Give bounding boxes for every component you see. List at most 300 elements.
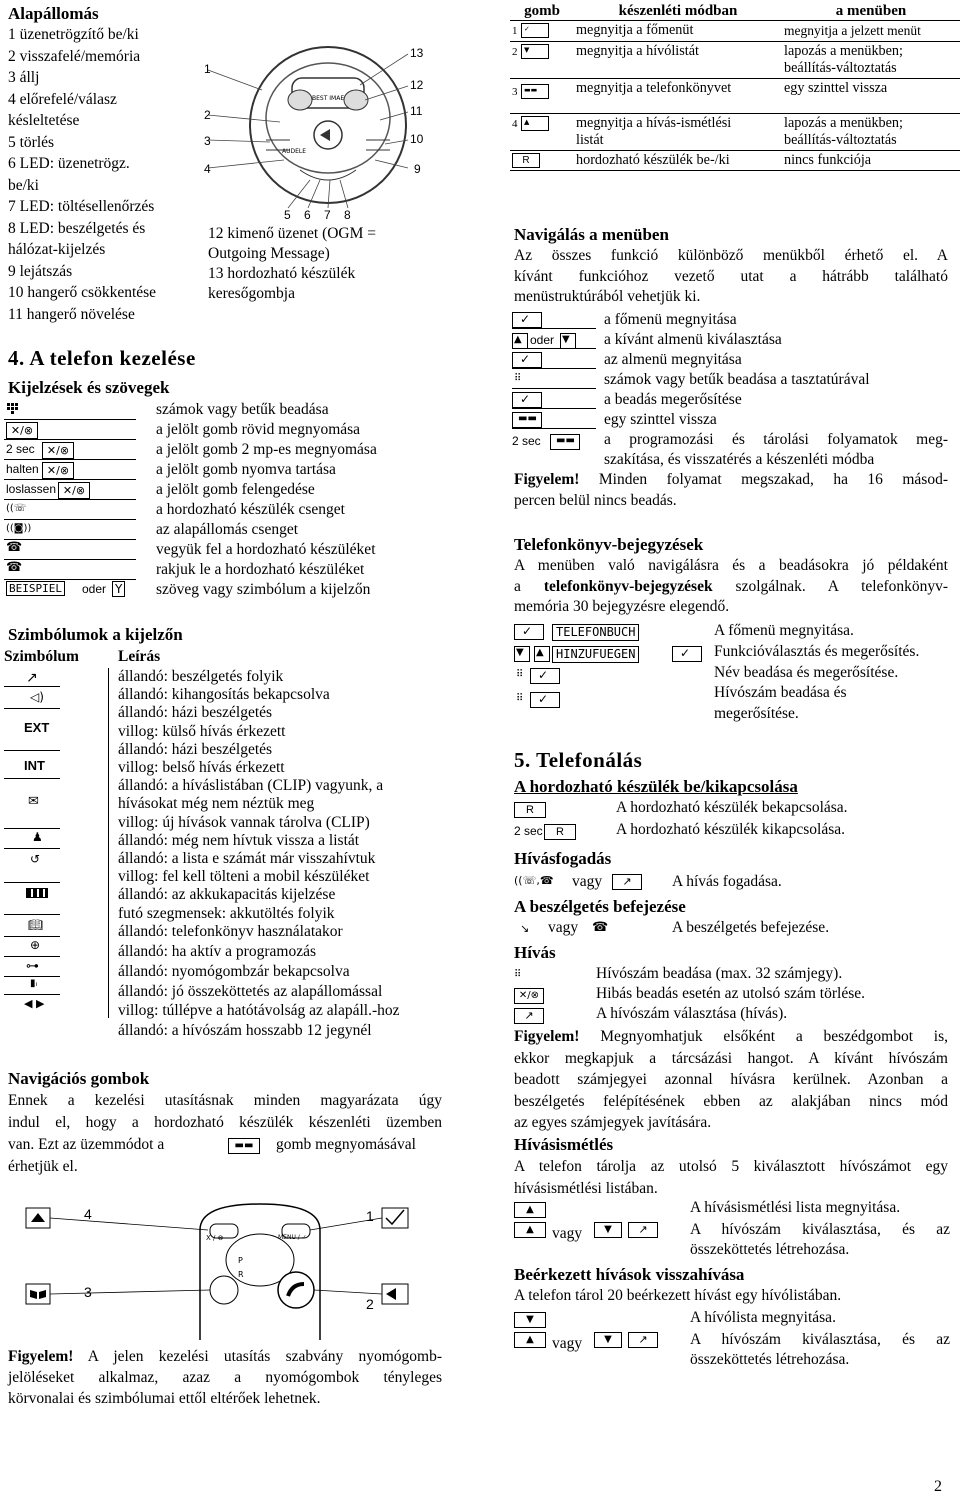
ringing-or-offhook-icon: ((☏,☎ bbox=[514, 874, 554, 887]
menu-ok-key-icon: ✓ bbox=[521, 23, 549, 38]
talk-key-icon: ↗ bbox=[628, 1332, 658, 1348]
talk-key-icon: ↗ bbox=[628, 1222, 658, 1238]
paragraph-line bbox=[514, 469, 948, 490]
callout-number: 7 bbox=[324, 208, 331, 222]
callout-number: 8 bbox=[344, 208, 351, 222]
base-station-title: Alapállomás bbox=[8, 4, 99, 23]
down-key-icon: ▼ bbox=[521, 44, 549, 59]
step-text: Hívószám beadása és bbox=[714, 684, 847, 702]
display-text-example: BEISPIEL bbox=[6, 581, 65, 596]
table-header-row bbox=[510, 3, 960, 21]
divider bbox=[512, 368, 596, 369]
legend-item: 11 hangerő növelése bbox=[8, 305, 135, 323]
envelope-icon: ✉ bbox=[28, 794, 39, 809]
legend-item: 1 üzenetrögzítő be/ki bbox=[8, 26, 139, 43]
legend-item: be/ki bbox=[8, 176, 39, 194]
paragraph-fragment: gomb megnyomásával bbox=[276, 1136, 416, 1153]
divider bbox=[4, 956, 60, 957]
warning-label: Figyelem! bbox=[8, 1348, 74, 1365]
symbol-desc: állandó: beszélgetés folyik bbox=[118, 668, 284, 685]
key-cell bbox=[510, 79, 574, 114]
symbol-descriptions bbox=[118, 668, 399, 1040]
cell-line: lapozás a menükben; bbox=[784, 43, 903, 59]
section-5-title: 5. Telefonálás bbox=[514, 748, 643, 772]
divider bbox=[4, 882, 60, 883]
step-text: a kívánt almenü kiválasztása bbox=[604, 331, 782, 348]
table-cell bbox=[782, 42, 960, 79]
antenna-icon: Y bbox=[112, 581, 125, 597]
menu-nav-warning bbox=[514, 469, 948, 511]
legend-item: 7 LED: töltésellenőrzés bbox=[8, 198, 155, 215]
paragraph-line: kívánt funkcióhoz vezető utat a hátrább található bbox=[514, 267, 948, 285]
menu-nav-intro bbox=[514, 246, 948, 308]
base-station-illustration bbox=[200, 40, 440, 225]
legend-item: 12 kimenő üzenet (OGM = bbox=[208, 225, 377, 242]
table-row bbox=[510, 79, 960, 114]
key-hold-label: 2 sec bbox=[6, 442, 35, 456]
clear-key-icon: ✕/⊗ bbox=[42, 442, 74, 459]
callout-number: 4 bbox=[204, 162, 211, 176]
table-header: gomb bbox=[510, 3, 574, 21]
legend-item: 13 hordozható készülék bbox=[208, 265, 356, 282]
divider bbox=[4, 828, 60, 829]
cell-line: beállítás-változtatás bbox=[784, 132, 897, 148]
step-text: Funkcióválasztás és megerősítés. bbox=[714, 642, 920, 660]
paragraph-line: menüstruktúrából vehetjük ki. bbox=[514, 288, 701, 305]
divider bbox=[512, 388, 596, 389]
callout-number: 2 bbox=[204, 108, 211, 122]
up-arrow-icon: ▲ bbox=[536, 647, 544, 658]
paragraph-line: az egyes számjegyek javítására. bbox=[514, 1114, 712, 1131]
table-header: készenléti módban bbox=[574, 3, 782, 21]
down-key-icon: ▼ bbox=[514, 1312, 546, 1328]
down-key-icon: ▼ bbox=[594, 1332, 622, 1348]
paragraph-fragment: Megnyomhatjuk elsőként a beszédgombot is, bbox=[600, 1028, 948, 1045]
speaker-icon: ◁) bbox=[30, 690, 44, 704]
callout-number: 12 bbox=[410, 78, 424, 92]
table-row bbox=[510, 114, 960, 151]
paragraph-line bbox=[8, 1346, 442, 1367]
divider bbox=[512, 428, 596, 429]
paragraph-line: jelöléseket alkalmaz, azaz a nyomógombok tényleges bbox=[8, 1369, 442, 1386]
end-call-heading: A beszélgetés befejezése bbox=[514, 897, 686, 916]
device-label: P bbox=[238, 1256, 243, 1265]
r-key-icon: R bbox=[512, 153, 540, 168]
paragraph-line bbox=[514, 577, 948, 598]
table-cell bbox=[574, 114, 782, 151]
clear-key-icon: ✕/⊗ bbox=[6, 422, 38, 439]
indicator-desc: a jelölt gomb rövid megnyomása bbox=[156, 421, 361, 438]
legend-item: 2 visszafelé/memória bbox=[8, 47, 141, 65]
divider bbox=[4, 579, 136, 580]
missed-calls-text: A telefon tárol 20 beérkezett hívást egy hívólistában. bbox=[514, 1287, 842, 1304]
receive-call-heading: Hívásfogadás bbox=[514, 849, 612, 868]
symbol-desc: állandó: ha aktív a programozás bbox=[118, 943, 316, 961]
down-key-icon: ▼ bbox=[594, 1222, 622, 1238]
paragraph-line: ekkor megkapjuk a tárcsázási hangot. A kívánt hívószám bbox=[514, 1049, 948, 1067]
divider bbox=[4, 439, 136, 440]
step-text: a programozási és tárolási folyamatok meg- bbox=[604, 431, 948, 448]
legend-item: 5 törlés bbox=[8, 133, 55, 151]
key-number: 2 bbox=[512, 46, 518, 58]
device-label: MENU / ✓ bbox=[278, 1234, 307, 1241]
key-cell bbox=[510, 21, 574, 42]
legend-item: keresőgombja bbox=[208, 285, 295, 302]
checkmark-icon: ✓ bbox=[680, 646, 691, 660]
divider bbox=[4, 539, 136, 540]
or-label: oder bbox=[82, 582, 107, 596]
device-label: AUDELE bbox=[282, 148, 307, 155]
ext-symbol: EXT bbox=[24, 720, 50, 735]
paragraph-line: hívásismétlési listában. bbox=[514, 1179, 658, 1197]
paragraph-line: beadott számjegyei azonnal hívásra kerülnek. Azonban a bbox=[514, 1071, 948, 1088]
table-row bbox=[510, 21, 960, 42]
checkmark-icon: ✓ bbox=[520, 352, 531, 366]
nav-keys-heading: Navigációs gombok bbox=[8, 1069, 150, 1088]
paragraph-fragment: A jelen kezelési utasítás szabvány nyomógomb- bbox=[87, 1348, 442, 1365]
person-icon: ♟ bbox=[32, 830, 43, 844]
warning-label: Figyelem! bbox=[514, 1028, 580, 1045]
paragraph-line: A telefon tárolja az utolsó 5 kiválasztott hívószámot egy bbox=[514, 1158, 948, 1175]
step-text: szakítása, és visszatérés a készenléti módba bbox=[604, 451, 875, 468]
paragraph-line: A menüben való navigálásra és a beadásokra jó példaként bbox=[514, 557, 948, 574]
up-key-icon: ▲ bbox=[521, 116, 549, 131]
call-active-icon: ↗ bbox=[26, 670, 38, 686]
indicator-desc: rakjuk le a hordozható készüléket bbox=[156, 561, 365, 578]
indicator-desc: a jelölt gomb nyomva tartása bbox=[156, 461, 336, 478]
divider bbox=[4, 519, 136, 520]
keypad-icon: ⠿ bbox=[514, 373, 522, 384]
step-text: Név beadása és megerősítése. bbox=[714, 663, 899, 681]
step-text: A főmenü megnyitása. bbox=[714, 622, 854, 639]
step-text: a főmenü megnyitása bbox=[604, 311, 737, 328]
end-key-icon: ↘ bbox=[520, 922, 530, 935]
symbol-desc: állandó: még nem hívtuk vissza a listát bbox=[118, 831, 360, 849]
indicator-desc: vegyük fel a hordozható készüléket bbox=[156, 541, 376, 558]
checkmark-icon: ✓ bbox=[538, 668, 549, 682]
callout-number: 2 bbox=[366, 1296, 374, 1312]
symbol-desc: villog: belső hívás érkezett bbox=[118, 759, 285, 777]
paragraph-line: érhetjük el. bbox=[8, 1158, 78, 1175]
handset-nav-illustration bbox=[20, 1200, 420, 1340]
callout-number: 9 bbox=[414, 162, 421, 176]
r-key-icon: R bbox=[544, 824, 576, 840]
legend-item: késleltetése bbox=[8, 112, 80, 129]
key-hold-label: halten bbox=[6, 462, 39, 476]
device-label: BEST IMAE bbox=[312, 95, 345, 102]
paragraph-line bbox=[8, 1134, 442, 1156]
missed-calls-heading: Beérkezett hívások visszahívása bbox=[514, 1265, 745, 1284]
paragraph-line: körvonalai és szimbólumai ettől eltérőek lehetnek. bbox=[8, 1390, 321, 1407]
divider bbox=[4, 914, 60, 915]
step-text: összeköttetés létrehozása. bbox=[690, 1351, 850, 1368]
signal-icon: ▮ᵢ bbox=[30, 978, 38, 989]
symbol-desc: villog: külső hívás érkezett bbox=[118, 722, 286, 740]
divider bbox=[4, 936, 60, 937]
programming-icon: ⊕ bbox=[30, 938, 41, 952]
symbol-desc: futó szegmensek: akkutöltés folyik bbox=[118, 904, 335, 922]
on-hook-icon: ☎ bbox=[592, 920, 609, 935]
divider bbox=[4, 848, 60, 849]
redial-step-select bbox=[690, 1220, 950, 1260]
r-key-icon: R bbox=[514, 802, 546, 818]
symbol-desc: villog: új hívások vannak tárolva (CLIP) bbox=[118, 813, 370, 831]
callout-number: 1 bbox=[366, 1208, 374, 1224]
paragraph-fragment: szolgálnak. A telefonkönyv- bbox=[735, 577, 949, 595]
symbol-desc: állandó: telefonkönyv használatakor bbox=[118, 922, 343, 940]
divider bbox=[4, 459, 136, 460]
paragraph-line: Ennek a kezelési utasításnak minden magyarázata úgy bbox=[8, 1092, 442, 1109]
missed-step: A hívólista megnyitása. bbox=[690, 1309, 836, 1326]
paragraph-line: percen belül nincs beadás. bbox=[514, 492, 677, 509]
divider bbox=[4, 994, 60, 995]
key-lock-icon: ⊶ bbox=[26, 959, 39, 974]
phonebook-icon: 📖︎ bbox=[28, 918, 44, 932]
redial-step: A hívásismétlési lista megnyitása. bbox=[690, 1199, 901, 1216]
table-row bbox=[510, 42, 960, 79]
down-arrow-icon: ▼ bbox=[516, 647, 524, 658]
base-station-legend-right bbox=[208, 224, 376, 304]
table-cell: hordozható készülék be-/ki bbox=[574, 151, 782, 171]
receive-call-text: A hívás fogadása. bbox=[672, 873, 782, 890]
symbol-desc: állandó: a hívószám hosszabb 12 jegynél bbox=[118, 1021, 372, 1039]
keypad-icon: ⠿ bbox=[514, 969, 522, 980]
keypad-icon bbox=[6, 402, 20, 416]
up-key-icon: ▲ bbox=[514, 1202, 546, 1218]
symbol-desc: állandó: nyomógombzár bekapcsolva bbox=[118, 963, 350, 981]
paragraph-fragment: Minden folyamat megszakad, ha 16 másod- bbox=[598, 471, 948, 488]
warning-label: Figyelem! bbox=[514, 471, 580, 488]
onoff-text: A hordozható készülék kikapcsolása. bbox=[616, 821, 845, 838]
divider bbox=[4, 559, 136, 560]
number-overflow-icon: ◀ ▶ bbox=[24, 997, 45, 1010]
onoff-text: A hordozható készülék bekapcsolása. bbox=[616, 799, 848, 816]
divider bbox=[4, 499, 136, 500]
call-warning bbox=[514, 1026, 948, 1134]
step-text: számok vagy betűk beadása a tasztatúrával bbox=[604, 371, 870, 388]
device-label: R bbox=[238, 1270, 244, 1279]
call-step: Hívószám beadása (max. 32 számjegy). bbox=[596, 965, 843, 982]
key-cell bbox=[510, 114, 574, 151]
divider bbox=[4, 750, 60, 751]
divider bbox=[4, 778, 60, 779]
handset-ringing-icon: ((☏ bbox=[6, 503, 27, 514]
checkmark-icon: ✓ bbox=[522, 624, 533, 638]
or-label: vagy bbox=[552, 1335, 583, 1352]
callout-number: 13 bbox=[410, 46, 424, 60]
display-symbols-heading: Szimbólumok a kijelzőn bbox=[8, 625, 183, 644]
table-cell bbox=[782, 114, 960, 151]
paragraph-fragment: van. Ezt az üzemmódot a bbox=[8, 1136, 165, 1153]
down-arrow-icon: ▼ bbox=[562, 334, 570, 345]
base-ringing-icon: ((◙)) bbox=[6, 523, 32, 534]
lcd-text: TELEFONBUCH bbox=[552, 624, 639, 641]
cell-line: beállítás-változtatás bbox=[784, 60, 897, 76]
device-label: X / ⊗ bbox=[206, 1234, 224, 1242]
checkmark-icon: ✓ bbox=[538, 692, 549, 706]
step-text: a beadás megerősítése bbox=[604, 391, 742, 408]
key-number: 1 bbox=[512, 25, 518, 37]
lcd-text: HINZUFUEGEN bbox=[552, 646, 639, 663]
on-hook-icon: ☎ bbox=[6, 560, 23, 575]
key-number: 3 bbox=[512, 86, 518, 98]
called-back-icon: ↺ bbox=[30, 852, 41, 866]
legend-item: 6 LED: üzenetrögz. bbox=[8, 155, 130, 172]
step-text: egy szinttel vissza bbox=[604, 411, 717, 428]
paragraph-fragment: a bbox=[514, 577, 521, 595]
step-text: A hívószám kiválasztása, és az bbox=[690, 1221, 950, 1238]
talk-key-icon: ↗ bbox=[612, 874, 642, 890]
callout-number: 10 bbox=[410, 132, 424, 146]
callout-number: 3 bbox=[204, 134, 211, 148]
divider bbox=[512, 348, 596, 349]
base-station-legend bbox=[8, 24, 156, 325]
checkmark-icon: ✓ bbox=[520, 312, 531, 326]
divider bbox=[4, 708, 60, 709]
menu-nav-heading: Navigálás a menüben bbox=[514, 225, 669, 244]
symbol-column-divider bbox=[108, 668, 109, 1018]
indicator-desc: számok vagy betűk beadása bbox=[156, 401, 329, 418]
symbol-desc: villog: fel kell tölteni a mobil készüléket bbox=[118, 868, 370, 886]
legend-item: hálózat-kijelzés bbox=[8, 241, 106, 258]
talk-key-icon: ↗ bbox=[514, 1008, 544, 1024]
key-cell bbox=[510, 42, 574, 79]
table-cell: nincs funkciója bbox=[782, 151, 960, 171]
off-hook-icon: ☎ bbox=[6, 540, 23, 555]
legend-item: 4 előrefelé/válasz bbox=[8, 90, 117, 108]
phonebook-keys bbox=[512, 620, 708, 720]
symbol-desc: állandó: házi beszélgetés bbox=[118, 704, 273, 722]
symbol-desc: állandó: kihangosítás bekapcsolva bbox=[118, 686, 330, 704]
phonebook-steps bbox=[714, 621, 919, 725]
table-cell: megnyitja a hívólistát bbox=[574, 42, 782, 79]
paragraph-fragment: telefonkönyv-bejegyzések bbox=[543, 577, 713, 595]
call-step: A hívószám választása (hívás). bbox=[596, 1005, 788, 1022]
cell-line: lapozás a menükben; bbox=[784, 115, 903, 131]
symbol-desc: hívásokat még nem néztük meg bbox=[118, 795, 315, 813]
book-icon: ▬▬ bbox=[556, 435, 575, 446]
legend-item: 9 lejátszás bbox=[8, 262, 73, 280]
table-cell: megnyitja a főmenüt bbox=[574, 21, 782, 42]
displays-texts-heading: Kijelzések és szövegek bbox=[8, 378, 170, 397]
nav-keys-text bbox=[8, 1090, 442, 1178]
description-column-header: Leírás bbox=[118, 648, 161, 665]
paragraph-line bbox=[514, 1026, 948, 1048]
section-4-title: 4. A telefon kezelése bbox=[8, 346, 196, 370]
notation-warning bbox=[8, 1346, 442, 1409]
indicator-desc: a jelölt gomb 2 mp-es megnyomása bbox=[156, 441, 377, 458]
page-number: 2 bbox=[934, 1478, 942, 1495]
callout-number: 11 bbox=[410, 104, 423, 118]
phonebook-key-icon: ▬▬ bbox=[521, 84, 549, 99]
step-text: az almenü megnyitása bbox=[604, 351, 742, 368]
onoff-heading: A hordozható készülék be/kikapcsolása bbox=[514, 777, 798, 796]
callout-number: 5 bbox=[284, 208, 291, 222]
legend-item: 3 állj bbox=[8, 69, 40, 86]
book-icon: ▬▬ bbox=[518, 413, 537, 424]
symbol-column-header: Szimbólum bbox=[4, 648, 79, 665]
or-label: oder bbox=[530, 333, 555, 347]
divider bbox=[512, 328, 596, 329]
callout-number: 6 bbox=[304, 208, 311, 222]
table-cell: egy szinttel vissza bbox=[782, 79, 960, 114]
up-key-icon: ▲ bbox=[514, 1222, 546, 1238]
menu-nav-steps bbox=[604, 310, 948, 470]
legend-item: 8 LED: beszélgetés és bbox=[8, 219, 146, 237]
indicator-desc: az alapállomás csenget bbox=[156, 521, 299, 538]
clear-key-icon: ✕/⊗ bbox=[514, 988, 544, 1004]
callout-number: 1 bbox=[204, 62, 211, 76]
callout-number: 3 bbox=[84, 1284, 92, 1300]
key-function-table bbox=[510, 3, 960, 171]
table-cell: megnyitja a telefonkönyvet bbox=[574, 79, 782, 114]
phonebook-intro bbox=[514, 556, 948, 618]
end-call-text: A beszélgetés befejezése. bbox=[672, 919, 830, 936]
step-text: A hívószám kiválasztása, és az bbox=[690, 1331, 950, 1348]
legend-item: Outgoing Message) bbox=[208, 245, 330, 262]
paragraph-line: Az összes funkció különböző menükből érhető el. A bbox=[514, 247, 948, 264]
table-cell: megnyitja a jelzett menüt bbox=[782, 21, 960, 42]
symbol-desc: állandó: az akkukapacitás kijelzése bbox=[118, 886, 336, 904]
symbol-desc: villog: túllépve a hatótávolság az alapáll.-hoz bbox=[118, 1001, 400, 1019]
legend-item: 10 hangerő csökkentése bbox=[8, 284, 157, 301]
divider bbox=[4, 479, 136, 480]
up-key-icon: ▲ bbox=[514, 1332, 546, 1348]
int-symbol: INT bbox=[24, 758, 45, 773]
cell-line: listát bbox=[576, 132, 604, 148]
paragraph-line: indul el, hogy a hordozható készülék készenléti üzemben bbox=[8, 1114, 442, 1131]
paragraph-line: memória 30 bejegyzésre elegendő. bbox=[514, 598, 730, 615]
missed-step-select bbox=[690, 1330, 950, 1370]
or-label: vagy bbox=[572, 873, 603, 890]
table-row bbox=[510, 151, 960, 171]
divider bbox=[4, 686, 60, 687]
symbol-desc: állandó: jó összeköttetés az alapállomással bbox=[118, 983, 383, 1001]
indicator-desc: szöveg vagy szimbólum a kijelzőn bbox=[156, 581, 371, 598]
symbol-desc: állandó: házi beszélgetés bbox=[118, 740, 273, 758]
symbol-icons bbox=[4, 668, 104, 1020]
checkmark-icon: ✓ bbox=[520, 392, 531, 406]
keypad-icon: ⠿ bbox=[516, 693, 524, 704]
divider bbox=[512, 408, 596, 409]
divider bbox=[4, 976, 60, 977]
call-step: Hibás beadás esetén az utolsó szám törlése. bbox=[596, 985, 866, 1002]
indicator-icons-column bbox=[4, 400, 136, 598]
keypad-icon: ⠿ bbox=[516, 669, 524, 680]
key-hold-label: 2 sec bbox=[514, 824, 543, 838]
clear-key-icon: ✕/⊗ bbox=[42, 462, 74, 479]
clear-key-icon: ✕/⊗ bbox=[58, 482, 90, 499]
indicator-desc: a jelölt gomb felengedése bbox=[156, 481, 315, 498]
paragraph-line: beszélgetés felépítésének ebben az alakjában nincs mód bbox=[514, 1092, 948, 1110]
or-label: vagy bbox=[548, 919, 579, 936]
redial-text bbox=[514, 1156, 948, 1199]
symbol-desc: állandó: a lista e számát már visszahívtuk bbox=[118, 850, 376, 868]
table-header: a menüben bbox=[782, 3, 960, 21]
redial-heading: Hívásismétlés bbox=[514, 1135, 614, 1154]
phonebook-key-icon: ▬▬ bbox=[228, 1138, 260, 1154]
menu-nav-keys bbox=[512, 308, 596, 458]
battery-icon bbox=[26, 888, 48, 898]
indicator-descriptions bbox=[156, 400, 377, 600]
step-text: megerősítése. bbox=[714, 705, 799, 723]
phonebook-heading: Telefonkönyv-bejegyzések bbox=[514, 535, 704, 554]
key-release-label: loslassen bbox=[6, 482, 57, 496]
cell-line: megnyitja a hívás-ismétlési bbox=[576, 115, 732, 131]
call-heading: Hívás bbox=[514, 943, 556, 962]
up-arrow-icon: ▲ bbox=[514, 334, 522, 345]
or-label: vagy bbox=[552, 1225, 583, 1242]
